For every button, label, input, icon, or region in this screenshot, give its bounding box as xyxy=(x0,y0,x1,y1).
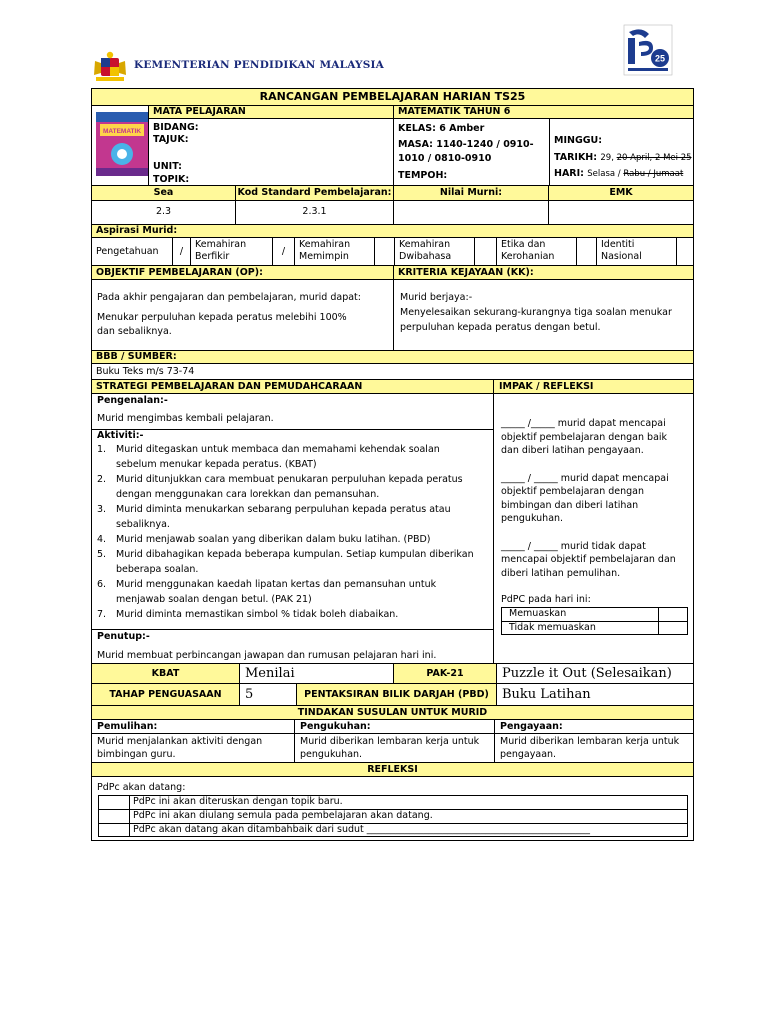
aktiviti-item: 5. Murid dibahagikan kepada beberapa kumpulan. Setiap kumpulan diberikan beberapa soalan. xyxy=(97,549,474,575)
pbd-value: Buku Latihan xyxy=(496,684,693,705)
title-row xyxy=(92,89,693,105)
svg-text:MATEMATIK: MATEMATIK xyxy=(102,128,142,135)
pengayaan-label: Pengayaan: xyxy=(494,720,693,733)
pdpc-memuaskan: Memuaskan xyxy=(509,608,567,619)
sea-header: Sea xyxy=(153,187,174,198)
penutup-label: Penutup:- xyxy=(97,631,150,642)
refleksi-row xyxy=(92,776,693,840)
aktiviti-item: 3. Murid diminta menukarkan sebarang perpuluhan kepada peratus atau sebaliknya. xyxy=(97,504,451,530)
aktiviti-item: 6. Murid menggunakan kaedah lipatan kertas dan pemansuhan untuk menjawab soalan dengan betul. (PAK 21) xyxy=(97,579,437,605)
pdpc-options xyxy=(501,607,688,635)
pemulihan-text: Murid menjalankan aktiviti dengan bimbingan guru. xyxy=(97,736,263,760)
textbook-cover-icon xyxy=(96,112,148,176)
refleksi-option-ulang: PdPc ini akan diulang semula pada pembelajaran akan datang. xyxy=(99,809,687,823)
aspirasi-etika: Etika dan Kerohanian xyxy=(496,238,576,265)
pbd-label: PENTAKSIRAN BILIK DARJAH (PBD) xyxy=(296,684,496,705)
pak21-label: PAK-21 xyxy=(393,664,496,683)
aspirasi-check-berfikir[interactable]: / xyxy=(272,238,294,265)
aspirasi-kemahiran-memimpin: Kemahiran Memimpin xyxy=(294,238,374,265)
tp-label: TAHAP PENGUASAAN xyxy=(92,684,239,705)
subject-cell xyxy=(148,106,393,185)
aktiviti-list xyxy=(92,442,493,622)
strategi-cell xyxy=(92,394,493,663)
refleksi-intro: PdPc akan datang: xyxy=(97,782,186,793)
emk-value xyxy=(548,201,693,224)
strategi-row xyxy=(92,393,693,663)
aspirasi-kemahiran-dwibahasa: Kemahiran Dwibahasa xyxy=(394,238,474,265)
aspirasi-identiti: Identiti Nasional xyxy=(596,238,676,265)
nilai-murni-header: Nilai Murni: xyxy=(393,186,548,200)
textbook-cover xyxy=(92,106,148,185)
pdpc-label: PdPC pada hari ini: xyxy=(501,594,591,605)
aspirasi-row xyxy=(92,237,693,265)
topik-label: TOPIK: xyxy=(153,174,190,185)
pengenalan-label: Pengenalan:- xyxy=(97,395,168,406)
impak-bimbingan: _____ / _____ murid dapat mencapai objektif pembelajaran dengan bimbingan dan diberi latihan pengukuhan. xyxy=(501,472,669,524)
pdpc-checkbox-column[interactable] xyxy=(658,608,688,634)
kk-cell xyxy=(393,280,693,350)
aktiviti-item: 4. Murid menjawab soalan yang diberikan dalam buku latihan. (PBD) xyxy=(97,534,431,545)
objektif-header-row xyxy=(92,265,693,279)
emk-header: EMK xyxy=(548,186,693,200)
bidang-label: BIDANG: xyxy=(153,122,199,133)
refleksi-options xyxy=(98,795,688,837)
unit-label: UNIT: xyxy=(153,161,182,172)
aspirasi-pengetahuan: Pengetahuan xyxy=(96,246,159,257)
tp-value: 5 xyxy=(239,684,296,705)
pemulihan-label: Pemulihan: xyxy=(97,721,158,732)
aspirasi-header-row xyxy=(92,224,693,237)
pengukuhan-text: Murid diberikan lembaran kerja untuk pengukuhan. xyxy=(294,734,494,762)
bbb-row xyxy=(92,363,693,379)
kod-standard-value: 2.3.1 xyxy=(235,201,393,224)
objektif-row xyxy=(92,279,693,350)
tp-row xyxy=(92,683,693,705)
ministry-name: KEMENTERIAN PENDIDIKAN MALAYSIA xyxy=(134,59,384,71)
svg-text:25: 25 xyxy=(654,53,666,64)
kk-header: KRITERIA KEJAYAAN (KK): xyxy=(393,266,693,279)
ts25-logo-icon xyxy=(623,24,673,76)
aktiviti-label: Aktiviti:- xyxy=(97,430,144,441)
op-intro: Pada akhir pengajaran dan pembelajaran, murid dapat: xyxy=(97,292,361,303)
pengukuhan-label: Pengukuhan: xyxy=(294,720,494,733)
aspirasi-check-dwibahasa[interactable] xyxy=(474,238,496,265)
aspirasi-check-identiti[interactable] xyxy=(676,238,693,265)
aktiviti-item: 7. Murid diminta memastikan simbol % tidak boleh diabaikan. xyxy=(97,609,399,620)
date-cell xyxy=(549,119,693,185)
refleksi-header-row xyxy=(92,762,693,776)
pdpc-tidak-memuaskan: Tidak memuaskan xyxy=(502,621,687,634)
pengenalan-text: Murid mengimbas kembali pelajaran. xyxy=(97,413,274,424)
kbat-label: KBAT xyxy=(92,664,239,683)
bbb-header-row xyxy=(92,350,693,363)
impak-cell xyxy=(493,394,693,663)
kk-intro: Murid berjaya:- xyxy=(400,292,473,303)
tindakan-label-row xyxy=(92,719,693,733)
aktiviti-item: 2. Murid ditunjukkan cara membuat penukaran perpuluhan kepada peratus dengan menggunakan cara lorekkan dan pemansuhan. xyxy=(97,474,463,500)
nilai-murni-value xyxy=(393,201,548,224)
class-time-cell xyxy=(394,119,549,185)
refleksi-option-tambahbaik: PdPc akan datang akan ditambahbaik dari sudut _______________________________________________ xyxy=(99,823,687,836)
penutup-text: Murid membuat perbincangan jawapan dan rumusan pelajaran hari ini. xyxy=(97,650,437,661)
pak21-value: Puzzle it Out (Selesaikan) xyxy=(496,664,693,683)
lesson-plan-form xyxy=(91,88,694,841)
refleksi-header: REFLEKSI xyxy=(367,764,418,775)
class-cell xyxy=(393,106,693,185)
aspirasi-check-memimpin[interactable] xyxy=(374,238,394,265)
kelas-value: KELAS: 6 Amber xyxy=(398,123,485,134)
pengayaan-text: Murid diberikan lembaran kerja untuk pengayaan. xyxy=(494,734,693,762)
impak-baik: _____ /_____ murid dapat mencapai objektif pembelajaran dengan baik dan diberi latihan pengayaan. xyxy=(501,418,668,456)
bbb-value: Buku Teks m/s 73-74 xyxy=(96,366,195,377)
aspirasi-check-pengetahuan[interactable]: / xyxy=(172,238,190,265)
kbat-value: Menilai xyxy=(239,664,393,683)
strategi-header: STRATEGI PEMBELAJARAN DAN PEMUDAHCARAAN xyxy=(96,381,363,392)
subject-value: MATEMATIK TAHUN 6 xyxy=(394,106,693,119)
masa-value: MASA: 1140-1240 / 0910-1010 / 0810-0910 xyxy=(398,139,534,164)
info-row xyxy=(92,105,693,185)
form-title: RANCANGAN PEMBELAJARAN HARIAN TS25 xyxy=(259,90,526,103)
sea-value: 2.3 xyxy=(155,206,172,217)
tarikh-line: TARIKH: 29, 20 April, 2 Mei 25 xyxy=(554,152,692,163)
strategi-header-row xyxy=(92,379,693,393)
standards-header-row xyxy=(92,185,693,200)
bbb-label: BBB / SUMBER: xyxy=(96,351,177,362)
impak-header: IMPAK / REFLEKSI xyxy=(493,380,693,393)
subject-label: MATA PELAJARAN xyxy=(149,106,393,119)
aktiviti-item: 1. Murid ditegaskan untuk membaca dan memahami kehendak soalan sebelum menukar kepada peratus. (KBAT) xyxy=(97,444,440,470)
kod-standard-header: Kod Standard Pembelajaran: xyxy=(235,186,393,200)
op-header: OBJEKTIF PEMBELAJARAN (OP): xyxy=(96,267,263,278)
tindakan-text-row xyxy=(92,733,693,762)
kbat-row xyxy=(92,663,693,683)
tajuk-label: TAJUK: xyxy=(153,134,189,145)
hari-line: HARI: Selasa / Rabu / Jumaat xyxy=(554,168,684,179)
op-text: Menukar perpuluhan kepada peratus melebihi 100% dan sebaliknya. xyxy=(97,312,347,337)
minggu-label: MINGGU: xyxy=(554,135,603,146)
tindakan-header-row xyxy=(92,705,693,719)
malaysia-crest-icon xyxy=(92,51,128,83)
aspirasi-kemahiran-berfikir: Kemahiran Berfikir xyxy=(190,238,272,265)
standards-value-row xyxy=(92,200,693,224)
op-cell xyxy=(92,280,393,350)
kk-text: Menyelesaikan sekurang-kurangnya tiga soalan menukar perpuluhan kepada peratus dengan betul. xyxy=(400,307,672,333)
impak-tidak: _____ / _____ murid tidak dapat mencapai objektif pembelajaran dan diberi latihan pemulihan. xyxy=(501,540,676,579)
tindakan-header: TINDAKAN SUSULAN UNTUK MURID xyxy=(297,707,488,718)
tempoh-label: TEMPOH: xyxy=(398,170,448,181)
aspirasi-check-etika[interactable] xyxy=(576,238,596,265)
ministry-header xyxy=(92,48,692,88)
refleksi-option-teruskan: PdPc ini akan diteruskan dengan topik baru. xyxy=(133,796,343,807)
aspirasi-label: Aspirasi Murid: xyxy=(96,225,178,236)
